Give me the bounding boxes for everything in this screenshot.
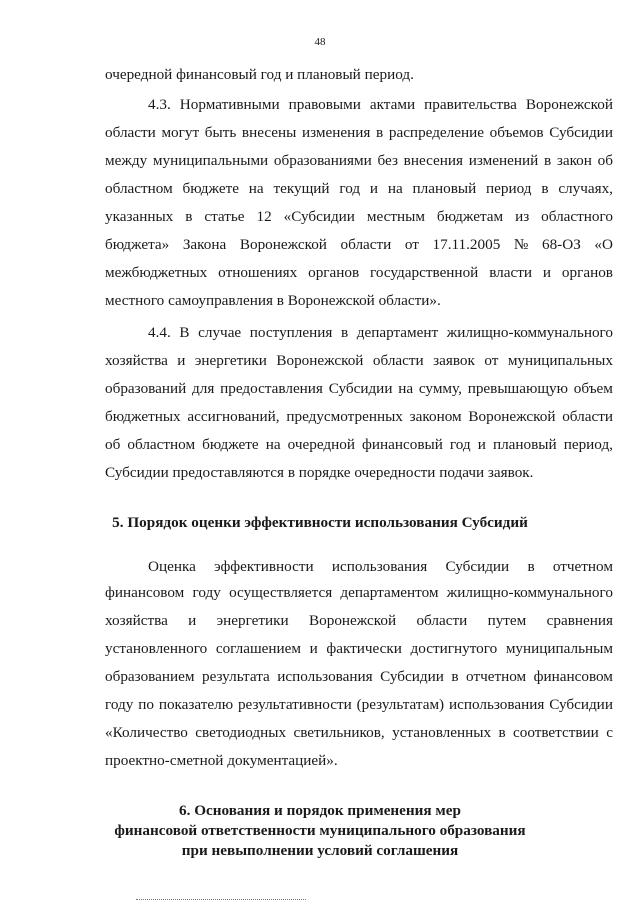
paragraph-line: 4.4. В случае поступления в департамент жилищно-коммунального [148, 324, 613, 341]
paragraph-line: «Количество светодиодных светильников, установленных в соответствии с [105, 724, 613, 741]
paragraph-line: межбюджетных отношениях органов государственной власти и органов [105, 264, 613, 281]
paragraph-line: хозяйства и энергетики Воронежской области путем сравнения [105, 612, 613, 629]
paragraph-line: образований для предоставления Субсидии на сумму, превышающую объем [105, 380, 613, 397]
paragraph-line: установленного соглашением и фактически достигнутого муниципальным [105, 640, 613, 657]
page-number: 48 [314, 36, 326, 48]
paragraph-line: об областном бюджете на очередной финансовый год и плановый период, [105, 436, 613, 453]
paragraph-line: очередной финансовый год и плановый период. [105, 66, 414, 83]
section-6-heading-line-1: 6. Основания и порядок применения мер [179, 802, 461, 819]
section-5-heading: 5. Порядок оценки эффективности использования Субсидий [112, 514, 528, 531]
paragraph-line: году по показателю результативности (результатам) использования Субсидии [105, 696, 613, 713]
paragraph-line: хозяйства и энергетики Воронежской области заявок от муниципальных [105, 352, 613, 369]
paragraph-line: области могут быть внесены изменения в распределение объемов Субсидии [105, 124, 613, 141]
section-6-heading-line-2: финансовой ответственности муниципального образования [114, 822, 526, 839]
footer-rule [136, 899, 306, 900]
paragraph-line: финансовом году осуществляется департаментом жилищно-коммунального [105, 584, 613, 601]
paragraph-line: Оценка эффективности использования Субсидии в отчетном [148, 558, 613, 575]
paragraph-line: проектно-сметной документацией». [105, 752, 338, 769]
paragraph-line: местного самоуправления в Воронежской области». [105, 292, 441, 309]
paragraph-line: образованием результата использования Субсидии в отчетном финансовом [105, 668, 613, 685]
paragraph-line: бюджетных ассигнований, предусмотренных законом Воронежской области [105, 408, 613, 425]
paragraph-line: указанных в статье 12 «Субсидии местным бюджетам из областного [105, 208, 613, 225]
paragraph-line: Субсидии предоставляются в порядке очередности подачи заявок. [105, 464, 534, 481]
paragraph-line: областном бюджете на текущий год и на плановый период в случаях, [105, 180, 613, 197]
paragraph-line: 4.3. Нормативными правовыми актами правительства Воронежской [148, 96, 613, 113]
section-6-heading-line-3: при невыполнении условий соглашения [181, 842, 459, 859]
paragraph-line: бюджета» Закона Воронежской области от 17.11.2005 № 68-ОЗ «О [105, 236, 613, 253]
paragraph-line: между муниципальными образованиями без внесения изменений в закон об [105, 152, 613, 169]
